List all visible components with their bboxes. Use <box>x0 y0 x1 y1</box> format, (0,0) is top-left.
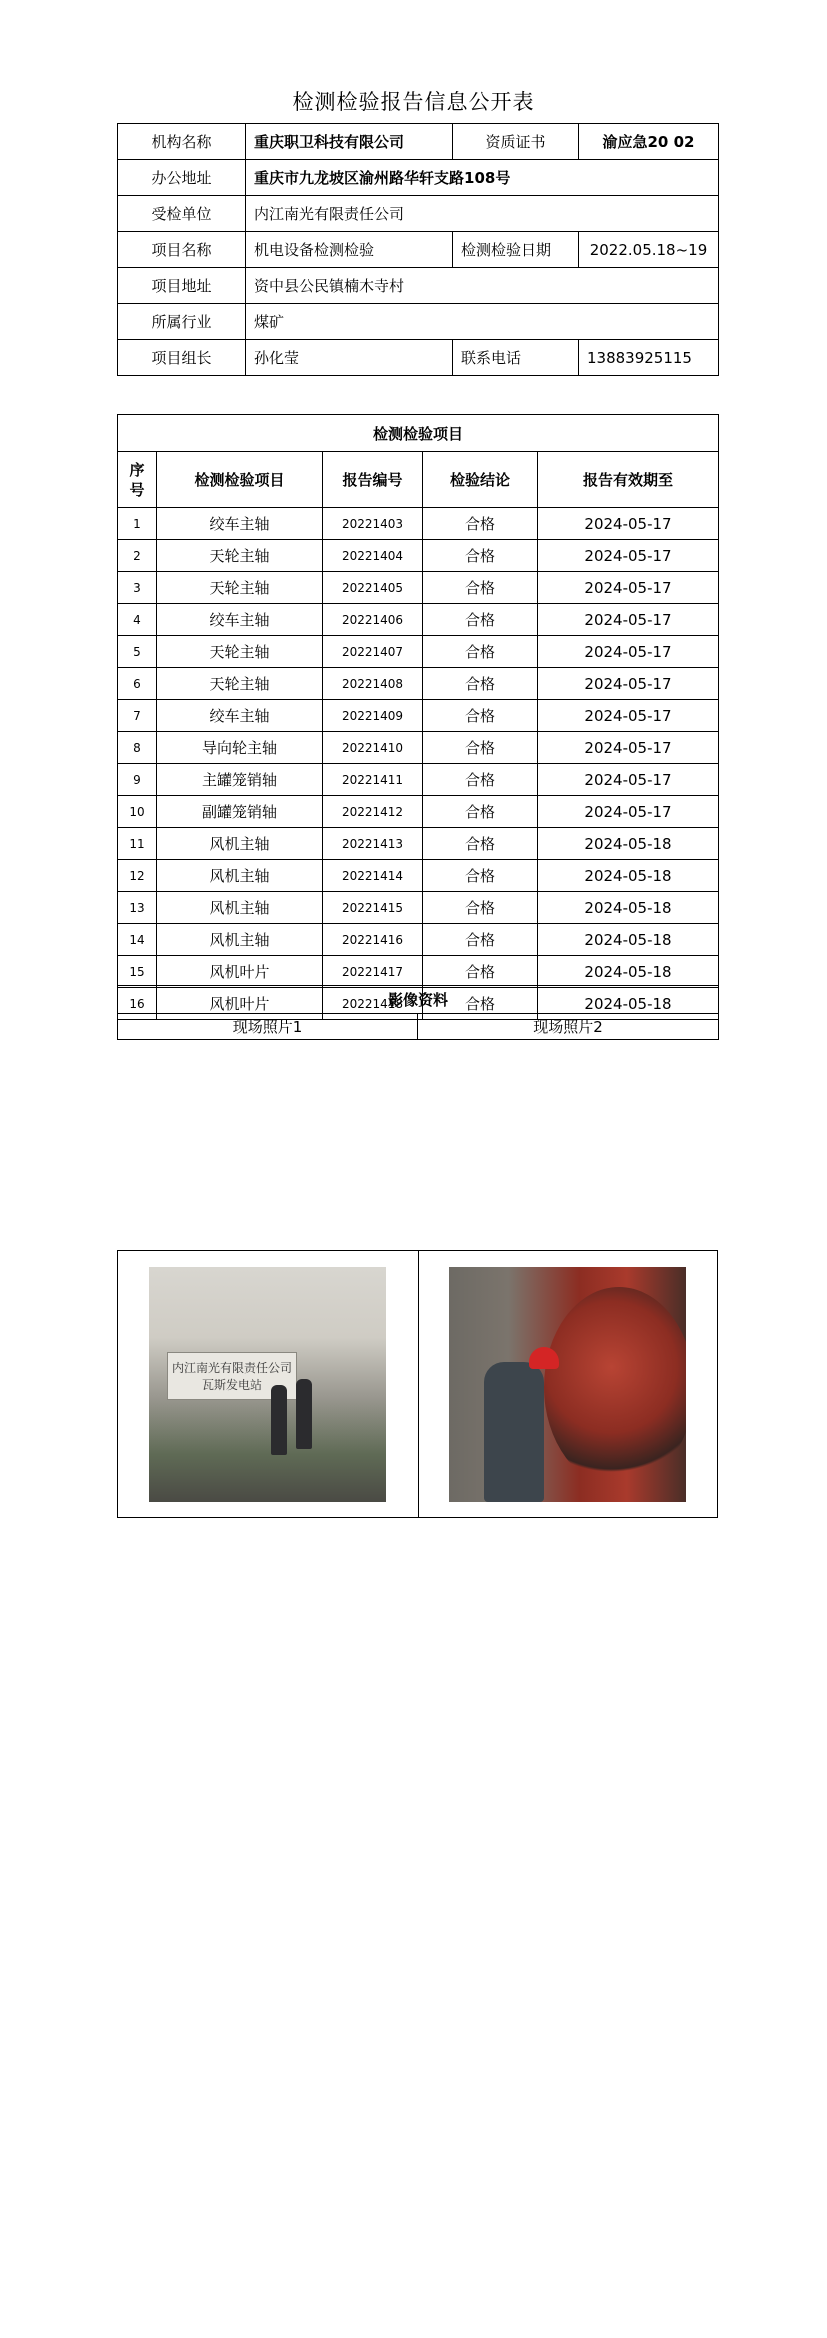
row-result: 合格 <box>423 572 538 604</box>
table-row <box>118 828 719 860</box>
row-result: 合格 <box>423 828 538 860</box>
industry-value: 煤矿 <box>246 304 719 340</box>
site-photo-1 <box>149 1267 386 1502</box>
row-item: 天轮主轴 <box>157 668 323 700</box>
col-header-code: 报告编号 <box>323 452 423 508</box>
row-valid: 2024-05-17 <box>538 796 719 828</box>
row-result: 合格 <box>423 924 538 956</box>
images-section-title: 影像资料 <box>118 986 719 1014</box>
items-section-title: 检测检验项目 <box>118 415 719 452</box>
row-no: 16 <box>118 988 157 1020</box>
row-result: 合格 <box>423 764 538 796</box>
row-code: 20221410 <box>323 732 423 764</box>
row-code: 20221403 <box>323 508 423 540</box>
site-value: 资中县公民镇楠木寺村 <box>246 268 719 304</box>
col-header-result: 检验结论 <box>423 452 538 508</box>
row-valid: 2024-05-17 <box>538 732 719 764</box>
row-result: 合格 <box>423 508 538 540</box>
row-result: 合格 <box>423 956 538 988</box>
row-valid: 2024-05-18 <box>538 892 719 924</box>
date-label: 检测检验日期 <box>453 232 579 268</box>
row-code: 20221405 <box>323 572 423 604</box>
row-no: 4 <box>118 604 157 636</box>
images-section-table <box>117 985 719 1040</box>
row-valid: 2024-05-17 <box>538 700 719 732</box>
table-row <box>118 700 719 732</box>
row-no: 3 <box>118 572 157 604</box>
row-valid: 2024-05-18 <box>538 956 719 988</box>
row-no: 1 <box>118 508 157 540</box>
info-row-client <box>118 196 719 232</box>
row-item: 风机主轴 <box>157 860 323 892</box>
row-item: 绞车主轴 <box>157 508 323 540</box>
project-value: 机电设备检测检验 <box>246 232 453 268</box>
row-no: 5 <box>118 636 157 668</box>
row-code: 20221411 <box>323 764 423 796</box>
table-row <box>118 796 719 828</box>
row-valid: 2024-05-18 <box>538 924 719 956</box>
row-result: 合格 <box>423 668 538 700</box>
items-header-row <box>118 452 719 508</box>
row-result: 合格 <box>423 860 538 892</box>
table-row <box>118 732 719 764</box>
row-code: 20221412 <box>323 796 423 828</box>
table-row <box>118 860 719 892</box>
table-row <box>118 764 719 796</box>
site-label: 项目地址 <box>118 268 246 304</box>
row-item: 绞车主轴 <box>157 700 323 732</box>
page-title: 检测检验报告信息公开表 <box>292 90 535 114</box>
table-row <box>118 924 719 956</box>
row-no: 8 <box>118 732 157 764</box>
row-valid: 2024-05-17 <box>538 604 719 636</box>
row-result: 合格 <box>423 636 538 668</box>
row-valid: 2024-05-18 <box>538 860 719 892</box>
table-row <box>118 668 719 700</box>
row-item: 主罐笼销轴 <box>157 764 323 796</box>
photo-caption-row <box>118 1014 719 1040</box>
site-photo-2 <box>449 1267 686 1502</box>
row-item: 天轮主轴 <box>157 572 323 604</box>
row-code: 20221408 <box>323 668 423 700</box>
row-no: 9 <box>118 764 157 796</box>
info-row-org <box>118 124 719 160</box>
client-value: 内江南光有限责任公司 <box>246 196 719 232</box>
row-valid: 2024-05-17 <box>538 764 719 796</box>
row-valid: 2024-05-17 <box>538 636 719 668</box>
row-result: 合格 <box>423 732 538 764</box>
info-row-site <box>118 268 719 304</box>
row-code: 20221404 <box>323 540 423 572</box>
photos-frame <box>117 1250 718 1518</box>
info-row-address <box>118 160 719 196</box>
row-result: 合格 <box>423 604 538 636</box>
row-no: 2 <box>118 540 157 572</box>
photo2-fan-wheel <box>544 1287 686 1487</box>
table-row <box>118 572 719 604</box>
cert-value: 渝应急20 02 <box>579 124 719 160</box>
cert-label: 资质证书 <box>453 124 579 160</box>
table-row <box>118 540 719 572</box>
address-label: 办公地址 <box>118 160 246 196</box>
photo1-person-right <box>296 1379 312 1449</box>
row-code: 20221413 <box>323 828 423 860</box>
col-header-no: 序号 <box>118 452 157 508</box>
info-table <box>117 123 719 376</box>
row-no: 15 <box>118 956 157 988</box>
photo1-person-left <box>271 1385 287 1455</box>
items-section-header <box>118 415 719 452</box>
item-rows <box>118 508 719 1020</box>
row-item: 风机主轴 <box>157 828 323 860</box>
photo1-caption: 现场照片1 <box>118 1014 418 1040</box>
row-result: 合格 <box>423 540 538 572</box>
row-code: 20221416 <box>323 924 423 956</box>
row-result: 合格 <box>423 892 538 924</box>
phone-label: 联系电话 <box>453 340 579 376</box>
photo1-sign: 内江南光有限责任公司 瓦斯发电站 <box>167 1352 297 1400</box>
info-row-industry <box>118 304 719 340</box>
row-result: 合格 <box>423 988 538 1020</box>
industry-label: 所属行业 <box>118 304 246 340</box>
row-valid: 2024-05-18 <box>538 828 719 860</box>
row-valid: 2024-05-17 <box>538 508 719 540</box>
row-valid: 2024-05-17 <box>538 572 719 604</box>
photo2-worker <box>484 1362 544 1502</box>
photo2-helmet <box>529 1347 559 1369</box>
row-valid: 2024-05-17 <box>538 540 719 572</box>
row-item: 风机主轴 <box>157 924 323 956</box>
row-item: 天轮主轴 <box>157 636 323 668</box>
table-row <box>118 892 719 924</box>
row-no: 13 <box>118 892 157 924</box>
row-no: 7 <box>118 700 157 732</box>
row-no: 14 <box>118 924 157 956</box>
row-code: 20221418 <box>323 988 423 1020</box>
row-item: 导向轮主轴 <box>157 732 323 764</box>
org-value: 重庆职卫科技有限公司 <box>246 124 453 160</box>
row-valid: 2024-05-18 <box>538 988 719 1020</box>
project-label: 项目名称 <box>118 232 246 268</box>
date-value: 2022.05.18~19 <box>579 232 719 268</box>
row-no: 6 <box>118 668 157 700</box>
col-header-item: 检测检验项目 <box>157 452 323 508</box>
table-row <box>118 508 719 540</box>
row-item: 天轮主轴 <box>157 540 323 572</box>
row-no: 10 <box>118 796 157 828</box>
col-header-valid: 报告有效期至 <box>538 452 719 508</box>
row-valid: 2024-05-17 <box>538 668 719 700</box>
org-label: 机构名称 <box>118 124 246 160</box>
row-item: 副罐笼销轴 <box>157 796 323 828</box>
client-label: 受检单位 <box>118 196 246 232</box>
address-value: 重庆市九龙坡区渝州路华轩支路108号 <box>246 160 719 196</box>
items-table <box>117 414 719 1020</box>
row-code: 20221406 <box>323 604 423 636</box>
row-no: 11 <box>118 828 157 860</box>
phone-value: 13883925115 <box>579 340 719 376</box>
row-code: 20221409 <box>323 700 423 732</box>
row-no: 12 <box>118 860 157 892</box>
photos-divider <box>418 1251 419 1517</box>
row-code: 20221414 <box>323 860 423 892</box>
leader-label: 项目组长 <box>118 340 246 376</box>
row-code: 20221417 <box>323 956 423 988</box>
row-result: 合格 <box>423 700 538 732</box>
row-item: 风机叶片 <box>157 988 323 1020</box>
table-row <box>118 604 719 636</box>
row-code: 20221407 <box>323 636 423 668</box>
photo2-caption: 现场照片2 <box>418 1014 719 1040</box>
images-section-header <box>118 986 719 1014</box>
table-row <box>118 636 719 668</box>
row-item: 风机叶片 <box>157 956 323 988</box>
row-result: 合格 <box>423 796 538 828</box>
leader-value: 孙化莹 <box>246 340 453 376</box>
info-row-leader <box>118 340 719 376</box>
row-item: 绞车主轴 <box>157 604 323 636</box>
info-row-project <box>118 232 719 268</box>
row-code: 20221415 <box>323 892 423 924</box>
table-row <box>118 956 719 988</box>
row-item: 风机主轴 <box>157 892 323 924</box>
